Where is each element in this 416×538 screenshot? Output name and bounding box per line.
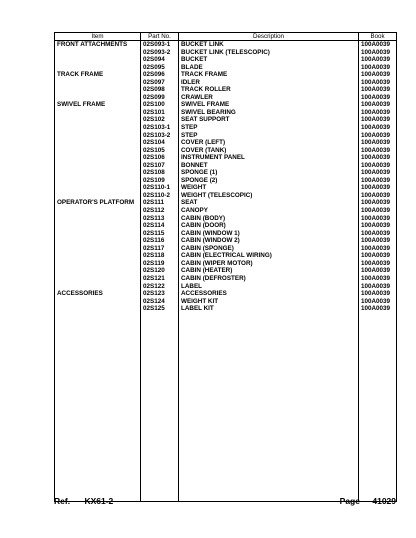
item-cell [55, 86, 141, 94]
book-cell: 100A0039 [359, 79, 397, 87]
part-no-cell: 02S123 [141, 290, 179, 298]
part-no-cell: 02S104 [141, 139, 179, 147]
book-cell: 100A0039 [359, 215, 397, 223]
part-no-cell: 02S111 [141, 199, 179, 207]
book-cell: 100A0039 [359, 71, 397, 79]
description-cell: COVER (TANK) [179, 147, 359, 155]
part-no-cell: 02S115 [141, 230, 179, 238]
table-row [55, 215, 397, 223]
part-no-cell: 02S125 [141, 305, 179, 313]
description-cell: CABIN (DEFROSTER) [179, 275, 359, 283]
item-cell [55, 132, 141, 140]
table-row [55, 207, 397, 215]
part-no-cell: 02S102 [141, 116, 179, 124]
description-cell: BUCKET LINK (TELESCOPIC) [179, 49, 359, 57]
item-cell [55, 109, 141, 117]
item-cell [55, 245, 141, 253]
filler-cell [359, 313, 397, 502]
part-no-cell: 02S106 [141, 154, 179, 162]
description-cell: WEIGHT KIT [179, 298, 359, 306]
table-row [55, 230, 397, 238]
table-row [55, 109, 397, 117]
table-row [55, 298, 397, 306]
item-cell [55, 49, 141, 57]
filler-cell [179, 313, 359, 502]
table-row [55, 56, 397, 64]
book-cell: 100A0039 [359, 177, 397, 185]
description-cell: CABIN (WIPER MOTOR) [179, 260, 359, 268]
item-cell [55, 147, 141, 155]
table-row [55, 124, 397, 132]
book-cell: 100A0039 [359, 245, 397, 253]
table-row [55, 101, 397, 109]
item-cell: SWIVEL FRAME [55, 101, 141, 109]
item-cell [55, 283, 141, 291]
item-cell [55, 64, 141, 72]
page-footer [54, 496, 396, 510]
book-cell: 100A0039 [359, 94, 397, 102]
table-row [55, 260, 397, 268]
table-row [55, 41, 397, 49]
part-no-cell: 02S124 [141, 298, 179, 306]
page-value: 41029 [372, 496, 396, 506]
table-row [55, 192, 397, 200]
part-no-cell: 02S103-1 [141, 124, 179, 132]
item-cell [55, 116, 141, 124]
table-header-row [55, 33, 397, 41]
part-no-cell: 02S099 [141, 94, 179, 102]
part-no-cell: 02S110-2 [141, 192, 179, 200]
book-cell: 100A0039 [359, 237, 397, 245]
table-row [55, 199, 397, 207]
part-no-cell: 02S094 [141, 56, 179, 64]
book-cell: 100A0039 [359, 267, 397, 275]
book-cell: 100A0039 [359, 49, 397, 57]
book-cell: 100A0039 [359, 260, 397, 268]
description-cell: SEAT SUPPORT [179, 116, 359, 124]
item-cell: FRONT ATTACHMENTS [55, 41, 141, 49]
book-column-header: Book [359, 33, 397, 41]
description-cell: SEAT [179, 199, 359, 207]
description-cell: CABIN (ELECTRICAL WIRING) [179, 252, 359, 260]
part-no-cell: 02S100 [141, 101, 179, 109]
item-cell [55, 162, 141, 170]
filler-cell [55, 313, 141, 502]
description-cell: CANOPY [179, 207, 359, 215]
book-cell: 100A0039 [359, 199, 397, 207]
filler-cell [141, 313, 179, 502]
item-cell [55, 94, 141, 102]
description-cell: CABIN (WINDOW 2) [179, 237, 359, 245]
book-cell: 100A0039 [359, 207, 397, 215]
part-no-cell: 02S093-2 [141, 49, 179, 57]
item-cell [55, 124, 141, 132]
table-row [55, 237, 397, 245]
item-cell [55, 305, 141, 313]
description-cell: BUCKET LINK [179, 41, 359, 49]
book-cell: 100A0039 [359, 169, 397, 177]
table-row [55, 245, 397, 253]
item-cell [55, 184, 141, 192]
item-cell [55, 267, 141, 275]
item-cell [55, 192, 141, 200]
table-row [55, 64, 397, 72]
part-no-cell: 02S101 [141, 109, 179, 117]
table-row [55, 116, 397, 124]
item-cell [55, 154, 141, 162]
part-no-cell: 02S105 [141, 147, 179, 155]
description-cell: SPONGE (2) [179, 177, 359, 185]
page-label: Page [339, 496, 360, 506]
table-row [55, 290, 397, 298]
book-cell: 100A0039 [359, 305, 397, 313]
part-no-cell: 02S121 [141, 275, 179, 283]
book-cell: 100A0039 [359, 64, 397, 72]
table-row [55, 86, 397, 94]
description-cell: CABIN (HEATER) [179, 267, 359, 275]
item-cell [55, 298, 141, 306]
description-cell: STEP [179, 124, 359, 132]
book-cell: 100A0039 [359, 192, 397, 200]
book-cell: 100A0039 [359, 252, 397, 260]
table-row [55, 275, 397, 283]
table-row [55, 162, 397, 170]
description-cell: IDLER [179, 79, 359, 87]
part-no-cell: 02S096 [141, 71, 179, 79]
item-cell [55, 207, 141, 215]
book-cell: 100A0039 [359, 290, 397, 298]
item-cell [55, 275, 141, 283]
book-cell: 100A0039 [359, 147, 397, 155]
item-cell [55, 230, 141, 238]
description-cell: SWIVEL FRAME [179, 101, 359, 109]
description-cell: COVER (LEFT) [179, 139, 359, 147]
book-cell: 100A0039 [359, 230, 397, 238]
table-row [55, 305, 397, 313]
table-row [55, 184, 397, 192]
book-cell: 100A0039 [359, 116, 397, 124]
item-cell [55, 260, 141, 268]
item-cell [55, 222, 141, 230]
table-row [55, 132, 397, 140]
description-cell: LABEL KIT [179, 305, 359, 313]
book-cell: 100A0039 [359, 56, 397, 64]
part-no-cell: 02S120 [141, 267, 179, 275]
item-cell [55, 215, 141, 223]
part-no-cell: 02S108 [141, 169, 179, 177]
table-row [55, 154, 397, 162]
book-cell: 100A0039 [359, 298, 397, 306]
description-cell: TRACK ROLLER [179, 86, 359, 94]
part-no-cell: 02S097 [141, 79, 179, 87]
item-cell [55, 139, 141, 147]
book-cell: 100A0039 [359, 124, 397, 132]
description-column-header: Description [179, 33, 359, 41]
part-no-cell: 02S119 [141, 260, 179, 268]
description-cell: LABEL [179, 283, 359, 291]
description-cell: WEIGHT [179, 184, 359, 192]
item-cell: TRACK FRAME [55, 71, 141, 79]
part-no-cell: 02S118 [141, 252, 179, 260]
table-body [55, 41, 397, 502]
book-cell: 100A0039 [359, 41, 397, 49]
description-cell: BUCKET [179, 56, 359, 64]
book-cell: 100A0039 [359, 154, 397, 162]
parts-index-table [54, 32, 397, 502]
book-cell: 100A0039 [359, 109, 397, 117]
description-cell: ACCESSORIES [179, 290, 359, 298]
table-row [55, 79, 397, 87]
book-cell: 100A0039 [359, 132, 397, 140]
item-column-header: Item [55, 33, 141, 41]
book-cell: 100A0039 [359, 222, 397, 230]
description-cell: TRACK FRAME [179, 71, 359, 79]
part-no-cell: 02S095 [141, 64, 179, 72]
parts-index-sheet [54, 32, 396, 502]
ref-label: Ref. [54, 496, 71, 506]
part-no-cell: 02S117 [141, 245, 179, 253]
part-no-cell: 02S113 [141, 215, 179, 223]
item-cell [55, 237, 141, 245]
table-row [55, 252, 397, 260]
description-cell: INSTRUMENT PANEL [179, 154, 359, 162]
description-cell: SWIVEL BEARING [179, 109, 359, 117]
description-cell: SPONGE (1) [179, 169, 359, 177]
item-cell [55, 169, 141, 177]
book-cell: 100A0039 [359, 275, 397, 283]
description-cell: STEP [179, 132, 359, 140]
description-cell: BONNET [179, 162, 359, 170]
description-cell: CRAWLER [179, 94, 359, 102]
reference [54, 496, 113, 506]
table-row [55, 147, 397, 155]
part-no-column-header: Part No. [141, 33, 179, 41]
table-row [55, 267, 397, 275]
item-cell [55, 252, 141, 260]
table-row [55, 283, 397, 291]
part-no-cell: 02S110-1 [141, 184, 179, 192]
part-no-cell: 02S107 [141, 162, 179, 170]
part-no-cell: 02S122 [141, 283, 179, 291]
description-cell: BLADE [179, 64, 359, 72]
part-no-cell: 02S093-1 [141, 41, 179, 49]
item-cell [55, 79, 141, 87]
book-cell: 100A0039 [359, 101, 397, 109]
item-cell [55, 56, 141, 64]
ref-value: KX61-2 [84, 496, 114, 506]
part-no-cell: 02S098 [141, 86, 179, 94]
part-no-cell: 02S103-2 [141, 132, 179, 140]
description-cell: WEIGHT (TELESCOPIC) [179, 192, 359, 200]
part-no-cell: 02S116 [141, 237, 179, 245]
table-row [55, 71, 397, 79]
item-cell: ACCESSORIES [55, 290, 141, 298]
description-cell: CABIN (SPONGE) [179, 245, 359, 253]
page-number [340, 496, 396, 506]
filler-row [55, 313, 397, 502]
part-no-cell: 02S109 [141, 177, 179, 185]
description-cell: CABIN (BODY) [179, 215, 359, 223]
item-cell: OPERATOR'S PLATFORM [55, 199, 141, 207]
table-row [55, 169, 397, 177]
book-cell: 100A0039 [359, 139, 397, 147]
part-no-cell: 02S112 [141, 207, 179, 215]
description-cell: CABIN (WINDOW 1) [179, 230, 359, 238]
table-row [55, 49, 397, 57]
description-cell: CABIN (DOOR) [179, 222, 359, 230]
book-cell: 100A0039 [359, 162, 397, 170]
book-cell: 100A0039 [359, 184, 397, 192]
table-row [55, 94, 397, 102]
part-no-cell: 02S114 [141, 222, 179, 230]
table-row [55, 222, 397, 230]
book-cell: 100A0039 [359, 86, 397, 94]
book-cell: 100A0039 [359, 283, 397, 291]
table-row [55, 177, 397, 185]
item-cell [55, 177, 141, 185]
table-row [55, 139, 397, 147]
